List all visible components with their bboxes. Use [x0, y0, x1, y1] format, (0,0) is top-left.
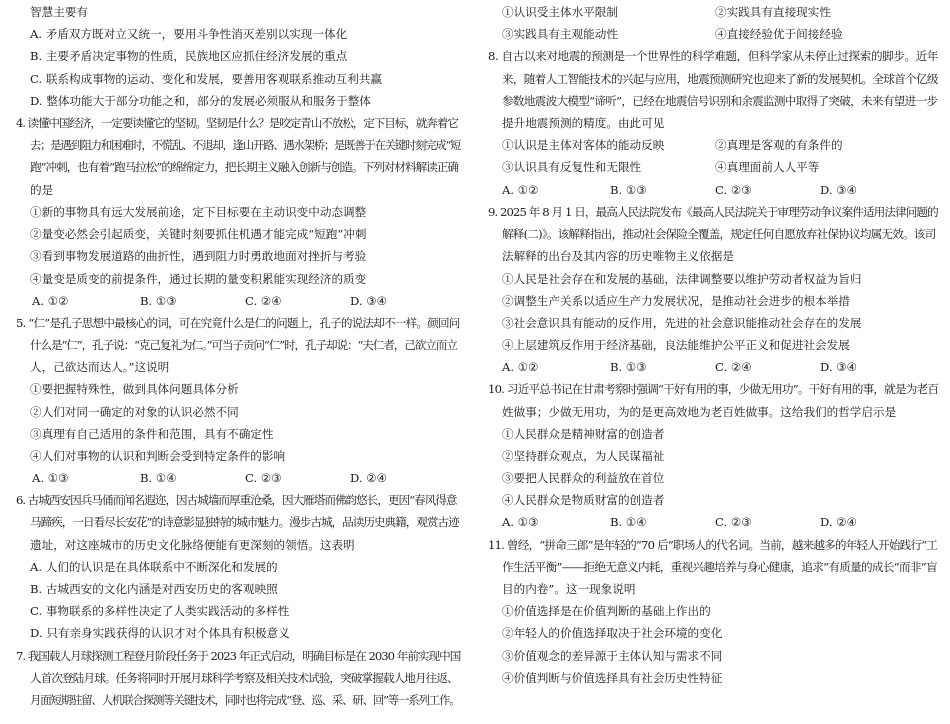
choice-d: D. ②④: [350, 471, 388, 485]
statement-row: [488, 159, 940, 175]
question-text: 人，己欲达而达人。”这说明: [30, 360, 170, 374]
statement-row: [488, 26, 940, 42]
question-text: 月面短期驻留、人机联合探测等关键技术，同时也将完成“登、巡、采、研、回”等一系列工作。: [30, 693, 460, 707]
statement-4: ④真理面前人人平等: [715, 160, 820, 174]
question-text: 法解释的出台及其内容的历史唯物主义依据是: [502, 249, 734, 263]
choice-d: D. ③④: [820, 183, 858, 197]
question-5-text: 5. “仁”是孔子思想中最核心的词，可在究竟什么是仁的问题上，孔子的说法却不一样。颜回问: [16, 316, 460, 330]
question-text: 作生活平衡”——拒绝无意义内耗，重视兴趣培养与身心健康，追求“有质量的成长”而非“盲: [502, 560, 937, 574]
statement-2: ②实践具有直接现实性: [715, 5, 831, 19]
statement-4: ④人民群众是物质财富的创造者: [502, 493, 665, 507]
choice-c: C. ②③: [715, 515, 752, 529]
statement-4: ④上层建筑反作用于经济基础，良法能维护公平正义和促进社会发展: [502, 338, 850, 352]
statement-2: ②量变必然会引起质变，关键时刻要抓住机遇才能完成“短跑”冲刺: [30, 227, 367, 241]
question-10-text: 10. 习近平总书记在甘肃考察时强调“干好有用的事，少做无用功”。干好有用的事，就是为老百: [488, 382, 939, 396]
statement-1: ①认识受主体水平限制: [502, 5, 618, 19]
answer-choices: [14, 470, 462, 486]
option-c: C. 事物联系的多样性决定了人类实践活动的多样性: [30, 604, 290, 618]
question-11-text: 11. 曾经，“拼命三郎”是年轻的“70 后”职场人的代名词。当前，越来越多的年轻人开始践行“工: [488, 538, 938, 552]
statement-2: ②真理是客观的有条件的: [715, 138, 843, 152]
answer-choices: [488, 182, 940, 198]
question-text: 来，随着人工智能技术的兴起与应用，地震预测研究也迎来了新的发展契机。全球首个亿级: [502, 72, 938, 86]
statement-3: ③真理有自己适用的条件和范围，具有不确定性: [30, 427, 274, 441]
statement-2: ②调整生产关系以适应生产力发展状况，是推动社会进步的根本举措: [502, 294, 850, 308]
statement-3: ③认识具有反复性和无限性: [502, 160, 642, 174]
statement-2: ②人们对同一确定的对象的认识必然不同: [30, 405, 239, 419]
statement-2: ②年轻人的价值选择取决于社会环境的变化: [502, 626, 723, 640]
answer-choices: [14, 293, 462, 309]
question-text: 人首次登陆月球。任务将同时开展月球科学考察及相关技术试验，突破掌握载人地月往返、: [30, 671, 458, 685]
statement-1: ①认识是主体对客体的能动反映: [502, 138, 665, 152]
option-c: C. 联系构成事物的运动、变化和发展，要善用客观联系推动互利共赢: [30, 72, 383, 86]
choice-a: A. ①③: [32, 471, 69, 485]
question-text: 什么是“仁”，孔子说：“克己复礼为仁。”可当子贡问“仁”时，孔子却说：“夫仁者，己欲立而立: [30, 338, 457, 352]
answer-choices: [488, 359, 940, 375]
choice-a: A. ①②: [502, 360, 539, 374]
question-text: 智慧主要有: [30, 5, 88, 19]
option-a: A. 矛盾双方既对立又统一，要用斗争性消灭差别以实现一体化: [30, 27, 348, 41]
choice-b: B. ①③: [610, 183, 647, 197]
statement-3: ③价值观念的差异源于主体认知与需求不同: [502, 649, 723, 663]
question-text: 马蹄疾，一日看尽长安花”的诗意影显独特的城市魅力。漫步古城，品读历史典籍，观赏古迹: [30, 515, 459, 529]
option-b: B. 古城西安的文化内涵是对西安历史的客观映照: [30, 582, 278, 596]
choice-b: B. ①④: [610, 515, 647, 529]
choice-a: A. ①②: [32, 294, 69, 308]
option-d: D. 整体功能大于部分功能之和，部分的发展必须服从和服务于整体: [30, 94, 371, 108]
statement-4: ④价值判断与价值选择具有社会历史性特征: [502, 671, 723, 685]
question-text: 遗址，对这座城市的历史文化脉络便能有更深刻的领悟。这表明: [30, 538, 355, 552]
option-b: B. 主要矛盾决定事物的性质，民族地区应抓住经济发展的重点: [30, 49, 348, 63]
choice-d: D. ③④: [350, 294, 388, 308]
option-a: A. 人们的认识是在具体联系中不断深化和发展的: [30, 560, 278, 574]
choice-a: A. ①②: [502, 183, 539, 197]
question-text: 去；是遇到阻力和困难时，不慌乱、不退却，逢山开路、遇水架桥；是既善于在关键时刻完成“短: [30, 138, 461, 152]
question-text: 目的内卷”。这一现象说明: [502, 582, 636, 596]
statement-1: ①人民是社会存在和发展的基础，法律调整要以维护劳动者权益为旨归: [502, 272, 862, 286]
statement-4: ④人们对事物的认识和判断会受到特定条件的影响: [30, 449, 286, 463]
choice-b: B. ①③: [610, 360, 647, 374]
question-text: 参数地震波大模型“谛听”，已经在地震信号识别和余震监测中取得了突破，未来有望进一步: [502, 94, 938, 108]
question-text: 解释(二)》。该解释指出，推动社会保险全覆盖，规定任何自愿放弃社保协议均属无效。该司: [502, 227, 936, 241]
question-9-text: 9. 2025 年 8 月 1 日，最高人民法院发布《最高人民法院关于审理劳动争议案件适用法律问题的: [488, 205, 938, 219]
choice-d: D. ②④: [820, 515, 858, 529]
statement-1: ①要把握特殊性，做到具体问题具体分析: [30, 382, 239, 396]
question-text: 提升地震预测的精度。由此可见: [502, 116, 665, 130]
statement-3: ③社会意识具有能动的反作用，先进的社会意识能推动社会存在的发展: [502, 316, 862, 330]
choice-c: C. ②③: [715, 183, 752, 197]
question-6-text: 6. 古城西安因兵马俑而闻名遐迩，因古城墙而厚重沧桑，因大雁塔而佛韵悠长，更因“春风得意: [16, 493, 457, 507]
answer-choices: [488, 514, 940, 530]
statement-row: [488, 137, 940, 153]
choice-c: C. ②④: [715, 360, 752, 374]
statement-3: ③看到事物发展道路的曲折性，遇到阻力时勇敢地面对挫折与考验: [30, 249, 367, 263]
question-4-text: 4. 读懂中国经济，一定要读懂它的坚韧。坚韧是什么？是咬定青山不放松，定下目标，就奔着它: [16, 116, 458, 130]
choice-c: C. ②③: [245, 471, 282, 485]
statement-1: ①新的事物具有远大发展前途，定下目标要在主动识变中动态调整: [30, 205, 367, 219]
question-8-text: 8. 自古以来对地震的预测是一个世界性的科学难题，但科学家从未停止过探索的脚步。近年: [488, 49, 939, 63]
statement-1: ①人民群众是精神财富的创造者: [502, 427, 665, 441]
choice-b: B. ①③: [140, 294, 177, 308]
question-text: 的是: [30, 183, 54, 197]
statement-4: ④直接经验优于间接经验: [715, 27, 843, 41]
question-text: 姓做事；少做无用功，为的是更高效地为老百姓做事。这给我们的哲学启示是: [502, 405, 897, 419]
statement-2: ②坚持群众观点，为人民谋福祉: [502, 449, 665, 463]
statement-3: ③实践具有主观能动性: [502, 27, 618, 41]
statement-row: [488, 4, 940, 20]
question-7-text: 7. 我国载人月球探测工程登月阶段任务于 2023 年正式启动，明确目标是在 2030 年前实现中国: [16, 649, 461, 663]
statement-1: ①价值选择是在价值判断的基础上作出的: [502, 604, 711, 618]
choice-c: C. ②④: [245, 294, 282, 308]
question-text: 跑”冲刺，也有着“跑马拉松”的绵绵定力，把长期主义融入创新与创造。下列对材料解读正确: [30, 160, 458, 174]
statement-3: ③要把人民群众的利益放在首位: [502, 471, 665, 485]
option-d: D. 只有亲身实践获得的认识才对个体具有积极意义: [30, 626, 290, 640]
statement-4: ④量变是质变的前提条件，通过长期的量变积累能实现经济的质变: [30, 272, 367, 286]
choice-b: B. ①④: [140, 471, 177, 485]
choice-a: A. ①③: [502, 515, 539, 529]
choice-d: D. ③④: [820, 360, 858, 374]
